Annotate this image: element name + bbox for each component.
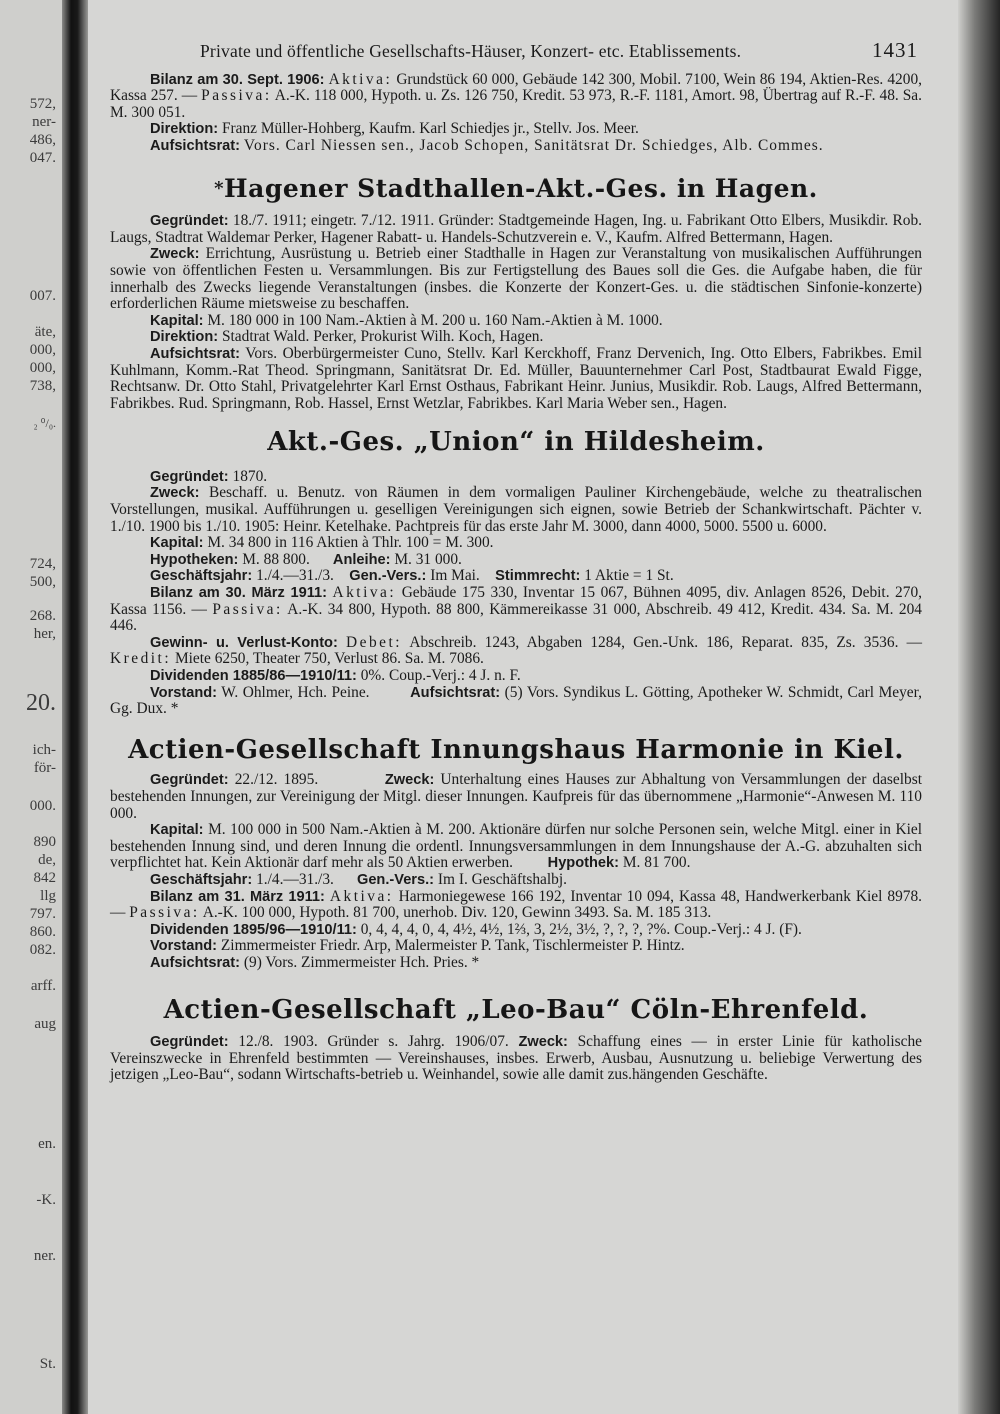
stimmrecht-text: 1 Aktie = 1 St. xyxy=(584,567,674,585)
geschaeftsjahr-label: Geschäftsjahr: xyxy=(150,871,253,888)
dividenden-paragraph xyxy=(110,922,922,939)
kapital-text: M. 180 000 in 100 Nam.-Aktien à M. 200 u. 160 Nam.-Aktien à M. 1000. xyxy=(207,311,663,329)
bilanz-passiva-text: A.-K. 100 000, Hypoth. 81 700, unerhob. Div. 120, Gewinn 3493. Sa. M. 185 313. xyxy=(202,904,712,922)
entry-title-hildesheim: Akt.-Ges. „Union“ in Hildesheim. xyxy=(267,427,765,458)
hypotheken-text: M. 88 800. xyxy=(242,550,310,568)
passiva-label: Passiva: xyxy=(212,600,283,618)
left-fragment: ner- xyxy=(32,114,56,130)
genvers-text: Im Mai. xyxy=(430,567,480,585)
zweck-text: Schaffung eines — in erster Linie für katholische Vereinszwecke in Ehrenfeld bestimmten — Vereinshauses, insbes. Erwerb, Ausbau, Ausnutzung u. beliebige Verwertung des jetzigen „Leo-Bau“, sodann Wirtschafts-betrieb u. Weinhandel, sowie alle damit zus.hängenden Geschäfte. xyxy=(110,1033,923,1084)
vorstand-paragraph xyxy=(110,685,922,718)
left-fragment: 797. xyxy=(29,906,56,922)
direktion-paragraph xyxy=(110,329,922,346)
entry-title-koeln: Actien-Gesellschaft „Leo-Bau“ Cöln-Ehrenfeld. xyxy=(163,994,869,1025)
header-title: Private und öffentliche Gesellschafts-Häuser, Konzert- etc. Etablissements. xyxy=(200,41,742,61)
kapital-label: Kapital: xyxy=(150,312,204,329)
kapital-label: Kapital: xyxy=(150,535,204,552)
bilanz-aktiva-text: Harmoniegewese 166 192, Inventar 10 094, Kassa 48, Handwerkerbank Kiel 8978. — xyxy=(110,887,922,922)
direktion-text: Stadtrat Wald. Perker, Prokurist Wilh. Koch, Hagen. xyxy=(221,328,544,346)
left-fragment: 738, xyxy=(29,378,56,394)
left-fragment: 890 xyxy=(33,834,56,850)
vorstand-paragraph xyxy=(110,938,922,955)
kapital-text: M. 34 800 in 116 Aktien à Thlr. 100 = M. 300. xyxy=(207,534,494,552)
gegruendet-label: Gegründet: xyxy=(150,772,229,789)
star-marker: * xyxy=(214,177,225,199)
gegruendet-label: Gegründet: xyxy=(150,468,229,485)
zweck-label: Zweck: xyxy=(518,1034,568,1051)
dividenden-label: Dividenden 1895/96—1910/11: xyxy=(150,921,357,938)
entry-kiel xyxy=(110,772,922,971)
dividenden-text: 0, 4, 4, 4, 0, 4, 4½, 4½, 1⅔, 3, 2½, 3½, ?, ?, ?, ?%. Coup.-Verj.: 4 J. (F). xyxy=(360,920,802,938)
gegruendet-text: 12./8. 1903. Gründer s. Jahrg. 1906/07. xyxy=(238,1033,509,1051)
left-fragment: 000, xyxy=(29,360,56,376)
kapital-label: Kapital: xyxy=(150,822,204,839)
bilanz-aktiva-text: Grundstück 60 000, Gebäude 142 300, Mobil. 7100, Wein 86 194, Aktien-Res. 4200, Kassa 257. — xyxy=(110,70,922,105)
aufsichtsrat-label: Aufsichtsrat: xyxy=(410,684,501,701)
aufsichtsrat-label: Aufsichtsrat: xyxy=(150,137,241,154)
gegruendet-text: 22./12. 1895. xyxy=(234,771,319,789)
left-fragment: ner. xyxy=(33,1248,56,1264)
left-fragment: 572, xyxy=(29,96,56,112)
left-fragment: för- xyxy=(33,760,56,776)
entry-hildesheim xyxy=(110,469,922,718)
entry-title-kiel: Actien-Gesellschaft Innungshaus Harmonie in Kiel. xyxy=(128,734,904,765)
anleihe-label: Anleihe: xyxy=(332,551,391,568)
entry-koeln xyxy=(110,1034,922,1084)
entry-hagen xyxy=(110,213,922,412)
geschaeftsjahr-label: Geschäftsjahr: xyxy=(150,568,253,585)
running-header xyxy=(110,32,922,60)
aktiva-label: Aktiva: xyxy=(328,70,393,88)
left-fragment: de, xyxy=(38,852,56,868)
left-fragment: 007. xyxy=(29,288,56,304)
dividenden-label: Dividenden 1885/86—1910/11: xyxy=(150,668,357,684)
hypotheken-label: Hypotheken: xyxy=(150,551,239,568)
bilanz-aktiva-text: Gebäude 175 330, Inventar 15 067, Bühnen 4095, div. Anlagen 8526, Debit. 270, Kassa 1156. — xyxy=(110,584,922,618)
gegruendet-label: Gegründet: xyxy=(150,213,229,230)
hypothek-label: Hypothek: xyxy=(547,855,620,872)
geschaeftsjahr-paragraph xyxy=(110,568,922,585)
entry-title-text: Hagener Stadthallen-Akt.-Ges. in Hagen. xyxy=(224,173,818,203)
left-fragment: 500, xyxy=(29,574,56,590)
page-number: 1431 xyxy=(872,38,918,62)
left-fragment: 486, xyxy=(29,132,56,148)
vorstand-text: Zimmermeister Friedr. Arp, Malermeister P. Tank, Tischlermeister P. Hintz. xyxy=(220,937,685,955)
left-fragment: en. xyxy=(38,1136,56,1152)
entry-title-hagen xyxy=(110,155,922,214)
geschaeftsjahr-text: 1./4.—31./3. xyxy=(256,567,334,585)
gegruendet-zweck-paragraph xyxy=(110,1034,922,1084)
entry-continuation xyxy=(110,72,922,155)
aufsichtsrat-text: Vors. Oberbürgermeister Cuno, Stellv. Karl Kerckhoff, Franz Dervenich, Ing. Otto Elbers, Fabrikbes. Emil Kuhlmann, Komm.-Rat Theod. Springmann, Sanitätsrat Dr. Ed. Müller, Bauunternehmer Carl Post, Stadtbaurat Ewald Figge, Rechtsanw. Dr. Otto Stahl, Privatgelehrter Karl Ernst Osthaus, Fabrikant Heinr. Junius, Musikdir. Rob. Laugs, Alfred Bettermann, Fabrikbes. Rud. Springmann, Rob. Hassel, Ernst Wetzlar, Fabrikbes. Karl Maria Weber sen., Hagen. xyxy=(110,344,922,412)
left-fragment: 842 xyxy=(33,870,56,886)
bilanz-passiva-text: A.-K. 34 800, Hypoth. 88 800, Kämmereikasse 31 000, Abschreib. 49 412, Kredit. 434. Sa. M. 204 446. xyxy=(110,600,922,635)
aufsichtsrat-text: Vors. Carl Niessen sen., Jacob Schopen, Sanitätsrat Dr. Schiedges, Alb. Commes. xyxy=(243,136,824,154)
vorstand-text: W. Ohlmer, Hch. Peine. xyxy=(221,683,370,701)
aktiva-label: Aktiva: xyxy=(329,887,394,905)
aufsichtsrat-paragraph xyxy=(110,346,922,412)
aufsichtsrat-label: Aufsichtsrat: xyxy=(150,345,241,362)
bilanz-label: Bilanz am 31. März 1911: xyxy=(150,888,325,905)
left-fragment: St. xyxy=(39,1356,56,1372)
aufsichtsrat-paragraph xyxy=(110,138,922,155)
passiva-label: Passiva: xyxy=(129,904,200,922)
bilanz-paragraph xyxy=(110,889,922,922)
anleihe-text: M. 31 000. xyxy=(394,550,462,568)
page-edge-shadow xyxy=(958,0,1000,1414)
zweck-text: Unterhaltung eines Hauses zur Abhaltung von Versammlungen der daselbst bestehenden Innungen, zur Vereinigung der Mitgl. dieser Innungen. Kaufpreis für das übernommene „Harmonie“-Anwesen M. 110 000. xyxy=(110,771,922,822)
direktion-label: Direktion: xyxy=(150,329,219,346)
direktion-paragraph xyxy=(110,121,922,138)
left-fragment: ₂ ⁰/₀. xyxy=(33,416,56,430)
guv-kredit-text: Miete 6250, Theater 750, Verlust 86. Sa. M. 7086. xyxy=(174,650,484,668)
aufsichtsrat-text: (5) Vors. Syndikus L. Götting, Apotheker W. Schmidt, Carl Meyer, Gg. Dux. * xyxy=(110,683,922,718)
left-fragment: 20. xyxy=(26,690,56,716)
left-fragment: 860. xyxy=(29,924,56,940)
left-fragment: arff. xyxy=(30,978,56,994)
kredit-label: Kredit: xyxy=(110,650,172,668)
direktion-text: Franz Müller-Hohberg, Kaufm. Karl Schiedjes jr., Stellv. Jos. Meer. xyxy=(221,120,639,138)
zweck-label: Zweck: xyxy=(150,485,200,502)
direktion-label: Direktion: xyxy=(150,121,219,138)
aufsichtsrat-label: Aufsichtsrat: xyxy=(150,954,241,971)
dividenden-text: 0%. Coup.-Verj.: 4 J. n. F. xyxy=(360,667,521,684)
left-fragment: 047. xyxy=(29,150,56,166)
vorstand-label: Vorstand: xyxy=(150,684,218,701)
left-fragment: her, xyxy=(33,626,56,642)
zweck-label: Zweck: xyxy=(384,772,435,789)
aufsichtsrat-paragraph xyxy=(110,955,922,972)
left-fragment: 724, xyxy=(29,556,56,572)
geschaeftsjahr-text: 1./4.—31./3. xyxy=(256,870,334,888)
vorstand-label: Vorstand: xyxy=(150,938,218,955)
guv-debet-text: Abschreib. 1243, Abgaben 1284, Gen.-Unk. 186, Reparat. 835, Zs. 3536. — xyxy=(409,633,922,651)
hypothek-text: M. 81 700. xyxy=(622,854,691,872)
gegruendet-text: 1870. xyxy=(232,467,268,485)
left-fragment: 082. xyxy=(29,942,56,958)
zweck-text: Errichtung, Ausrüstung u. Betrieb einer Stadthalle in Hagen zur Veranstaltung von musikalischen Aufführungen sowie von öffentlichen Festen u. Versammlungen. Bis zur Fertigstellung des Baues soll die Ges. die Aufgabe haben, die für innerhalb des Zwecks liegende Veranstaltungen (insbes. die Konzerte der Konzert-Ges. u. die städtischen Sinfonie-konzerte) erforderlichen Räume mietsweise zu beschaffen. xyxy=(110,245,922,313)
zweck-paragraph xyxy=(110,246,922,312)
page-content xyxy=(110,32,922,1084)
left-fragment: 268. xyxy=(29,608,56,624)
gegruendet-zweck-paragraph xyxy=(110,772,922,822)
adjacent-page-fragment xyxy=(0,0,62,1414)
left-fragment: aug xyxy=(34,1016,56,1032)
zweck-label: Zweck: xyxy=(150,246,200,263)
left-fragment: llg xyxy=(40,888,56,904)
zweck-text: Beschaff. u. Benutz. von Räumen in dem vormaligen Pauliner Kirchengebäude, welche zu theatralischen Vorstellungen, musikal. Aufführungen u. geselligen Vereinigungen sich eignen, sowie Betrieb der Schankwirtschaft. Pächter v. 1./10. 1900 bis 1./10. 1905: Heinr. Ketelhake. Pachtpreis für das erste Jahr M. 3000, dann 4000, 5000. 5500 u. 6000. xyxy=(110,484,922,535)
geschaeftsjahr-paragraph xyxy=(110,872,922,889)
left-fragment: 000, xyxy=(29,342,56,358)
hypotheken-paragraph xyxy=(110,552,922,569)
stimmrecht-label: Stimmrecht: xyxy=(495,568,581,585)
genvers-label: Gen.-Vers.: xyxy=(356,871,435,888)
gegruendet-paragraph xyxy=(110,213,922,246)
gegruendet-text: 18./7. 1911; eingetr. 7./12. 1911. Gründer: Stadtgemeinde Hagen, Ing. u. Fabrikant Otto Elbers, Musikdir. Rob. Laugs, Stadtrat Waldemar Perker, Hagener Rabatt- u. Handels-Schutzverein e. V., Kaufm. Alfred Bettermann, Hagen. xyxy=(110,212,922,246)
kapital-text: M. 100 000 in 500 Nam.-Aktien à M. 200. Aktionäre dürfen nur solche Personen sein, welche Mitgl. einer in Kiel bestehenden Innung sind, und deren Innung die ordentl. Innungsversammlungen in dem Innungshause der A.-G. abzuhalten sich verpflichtet hat. Kein Aktionär darf mehr als 50 Aktien erwerben. xyxy=(110,821,922,872)
left-fragment: -K. xyxy=(36,1192,56,1208)
left-fragment: äte, xyxy=(34,324,56,340)
aufsichtsrat-text: (9) Vors. Zimmermeister Hch. Pries. * xyxy=(243,953,480,971)
kapital-paragraph xyxy=(110,822,922,872)
bilanz-paragraph xyxy=(110,72,922,122)
zweck-paragraph xyxy=(110,485,922,535)
bilanz-passiva-text: A.-K. 118 000, Hypoth. u. Zs. 126 750, Kredit. 53 973, R.-F. 1181, Amort. 98, Übertrag auf R.-F. 48. Sa. M. 300 051. xyxy=(110,87,922,121)
passiva-label: Passiva: xyxy=(201,87,272,105)
dividenden-paragraph xyxy=(110,668,922,685)
bilanz-label: Bilanz am 30. Sept. 1906: xyxy=(150,71,325,88)
aktiva-label: Aktiva: xyxy=(332,584,397,602)
genvers-text: Im I. Geschäftshalbj. xyxy=(437,870,567,888)
debet-label: Debet: xyxy=(346,633,403,651)
kapital-paragraph xyxy=(110,535,922,552)
genvers-label: Gen.-Vers.: xyxy=(349,568,427,585)
kapital-paragraph xyxy=(110,313,922,330)
guv-paragraph xyxy=(110,635,922,668)
book-gutter xyxy=(62,0,88,1414)
gegruendet-paragraph xyxy=(110,469,922,486)
gegruendet-label: Gegründet: xyxy=(150,1034,229,1051)
left-fragment: ich- xyxy=(32,742,56,758)
bilanz-label: Bilanz am 30. März 1911: xyxy=(150,585,327,602)
left-fragment: 000. xyxy=(29,798,56,814)
guv-label: Gewinn- u. Verlust-Konto: xyxy=(150,634,338,651)
bilanz-paragraph xyxy=(110,585,922,635)
